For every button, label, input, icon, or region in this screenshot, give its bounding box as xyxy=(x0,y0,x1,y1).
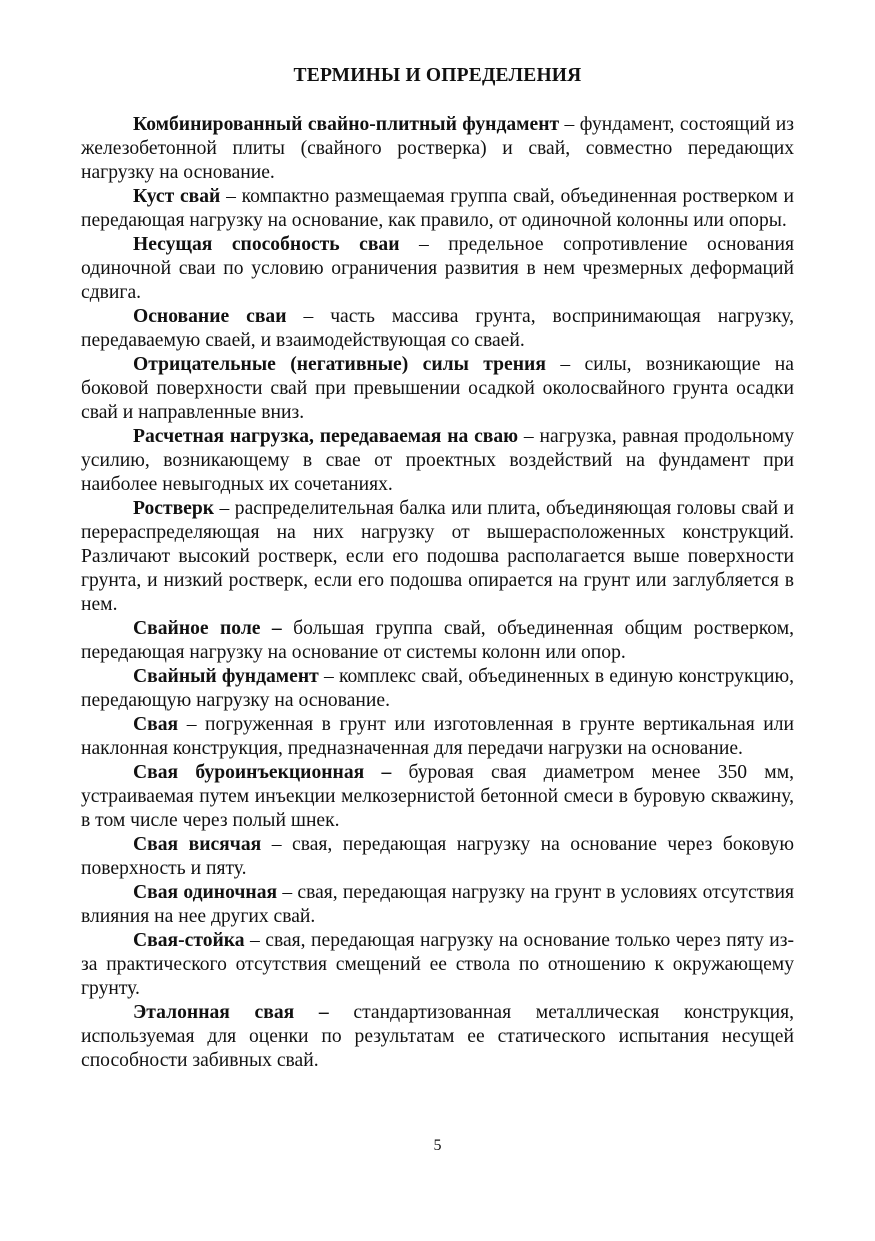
term-definition: свая, передающая нагрузку на основание через боковую поверхность и пяту. xyxy=(81,834,794,879)
term-paragraph xyxy=(81,929,794,1001)
term-name: Свая xyxy=(133,714,179,735)
term-separator: – xyxy=(214,498,235,519)
term-separator: – xyxy=(261,834,292,855)
term-definition: компактно размещаемая группа свай, объединенная ростверком и передающая нагрузку на основание, как правило, от одиночной колонны или опоры. xyxy=(81,186,794,231)
term-separator: – xyxy=(220,186,242,207)
term-separator: – xyxy=(545,354,585,375)
term-definition: свая, передающая нагрузку на основание только через пяту из-за практического отсутствия смещений ее ствола по отношению к окружающему грунту. xyxy=(81,930,795,999)
term-paragraph xyxy=(81,353,794,425)
term-separator: – xyxy=(318,666,339,687)
term-separator: – xyxy=(244,930,266,951)
term-name: Свайный фундамент xyxy=(133,666,319,687)
term-name: Комбинированный свайно-плитный фундамент xyxy=(133,114,560,135)
term-definition: распределительная балка или плита, объединяющая головы свай и перераспределяющая на них нагрузку от вышерасположенных конструкций. Различают высокий ростверк, если его подошва располагается выше поверхности грунта, и низкий ростверк, если его подошва опирается на грунт или заглубляется в нем. xyxy=(81,498,794,615)
term-name: Свая буроинъекционная – xyxy=(133,762,392,783)
term-paragraph xyxy=(81,1001,794,1073)
term-separator: – xyxy=(286,306,331,327)
term-paragraph xyxy=(81,233,794,305)
term-paragraph xyxy=(81,665,794,713)
term-definition: предельное сопротивление основания одиночной сваи по условию ограничения развития в нем чрезмерных деформаций сдвига. xyxy=(81,234,794,303)
term-paragraph xyxy=(81,113,794,185)
term-definition: буровая свая диаметром менее 350 мм, устраиваемая путем инъекции мелкозернистой бетонной смеси в буровую скважину, в том числе через полый шнек. xyxy=(81,762,794,831)
term-definition: нагрузка, равная продольному усилию, возникающему в свае от проектных воздействий на фундамент при наиболее невыгодных их сочетаниях. xyxy=(81,426,794,495)
term-paragraph xyxy=(81,761,794,833)
term-separator: – xyxy=(518,426,540,447)
term-separator xyxy=(391,762,408,783)
term-definition: погруженная в грунт или изготовленная в грунте вертикальная или наклонная конструкция, предназначенная для передачи нагрузки на основание. xyxy=(81,714,795,759)
term-definition: фундамент, состоящий из железобетонной плиты (свайного ростверка) и свай, совместно передающих нагрузку на основание. xyxy=(81,114,794,183)
term-definition: большая группа свай, объединенная общим ростверком, передающая нагрузку на основание от системы колонн или опор. xyxy=(81,618,794,663)
term-paragraph xyxy=(81,713,794,761)
terms-list xyxy=(81,113,794,1073)
page-title: ТЕРМИНЫ И ОПРЕДЕЛЕНИЯ xyxy=(293,65,582,86)
term-name: Свая одиночная xyxy=(133,882,278,903)
term-definition: свая, передающая нагрузку на грунт в условиях отсутствия влияния на нее других свай. xyxy=(81,882,794,927)
term-paragraph xyxy=(81,425,794,497)
document-page xyxy=(81,64,794,1073)
term-separator xyxy=(282,618,293,639)
term-paragraph xyxy=(81,305,794,353)
term-separator: – xyxy=(399,234,449,255)
term-name: Эталонная свая – xyxy=(133,1002,329,1023)
term-paragraph xyxy=(81,881,794,929)
term-separator: – xyxy=(178,714,206,735)
term-name: Куст свай xyxy=(133,186,221,207)
term-name: Свая-стойка xyxy=(133,930,245,951)
term-name: Основание сваи xyxy=(133,306,287,327)
term-paragraph xyxy=(81,497,794,617)
term-definition: комплекс свай, объединенных в единую конструкцию, передающую нагрузку на основание. xyxy=(81,666,794,711)
page-number: 5 xyxy=(433,1137,442,1154)
term-separator: – xyxy=(559,114,580,135)
term-definition: стандартизованная металлическая конструкция, используемая для оценки по результатам ее статического испытания несущей способности забивных свай. xyxy=(81,1002,794,1071)
term-definition: силы, возникающие на боковой поверхности свай при превышении осадкой околосвайного грунта осадки свай и направленные вниз. xyxy=(81,354,794,423)
term-paragraph xyxy=(81,185,794,233)
term-paragraph xyxy=(81,617,794,665)
term-separator: – xyxy=(277,882,298,903)
term-name: Свайное поле – xyxy=(133,618,282,639)
term-name: Свая висячая xyxy=(133,834,262,855)
term-name: Несущая способность сваи xyxy=(133,234,400,255)
term-name: Отрицательные (негативные) силы трения xyxy=(133,354,546,375)
term-separator xyxy=(329,1002,354,1023)
term-name: Ростверк xyxy=(133,498,215,519)
term-definition: часть массива грунта, воспринимающая нагрузку, передаваемую сваей, и взаимодействующая со сваей. xyxy=(81,306,794,351)
term-paragraph xyxy=(81,833,794,881)
term-name: Расчетная нагрузка, передаваемая на сваю xyxy=(133,426,519,447)
